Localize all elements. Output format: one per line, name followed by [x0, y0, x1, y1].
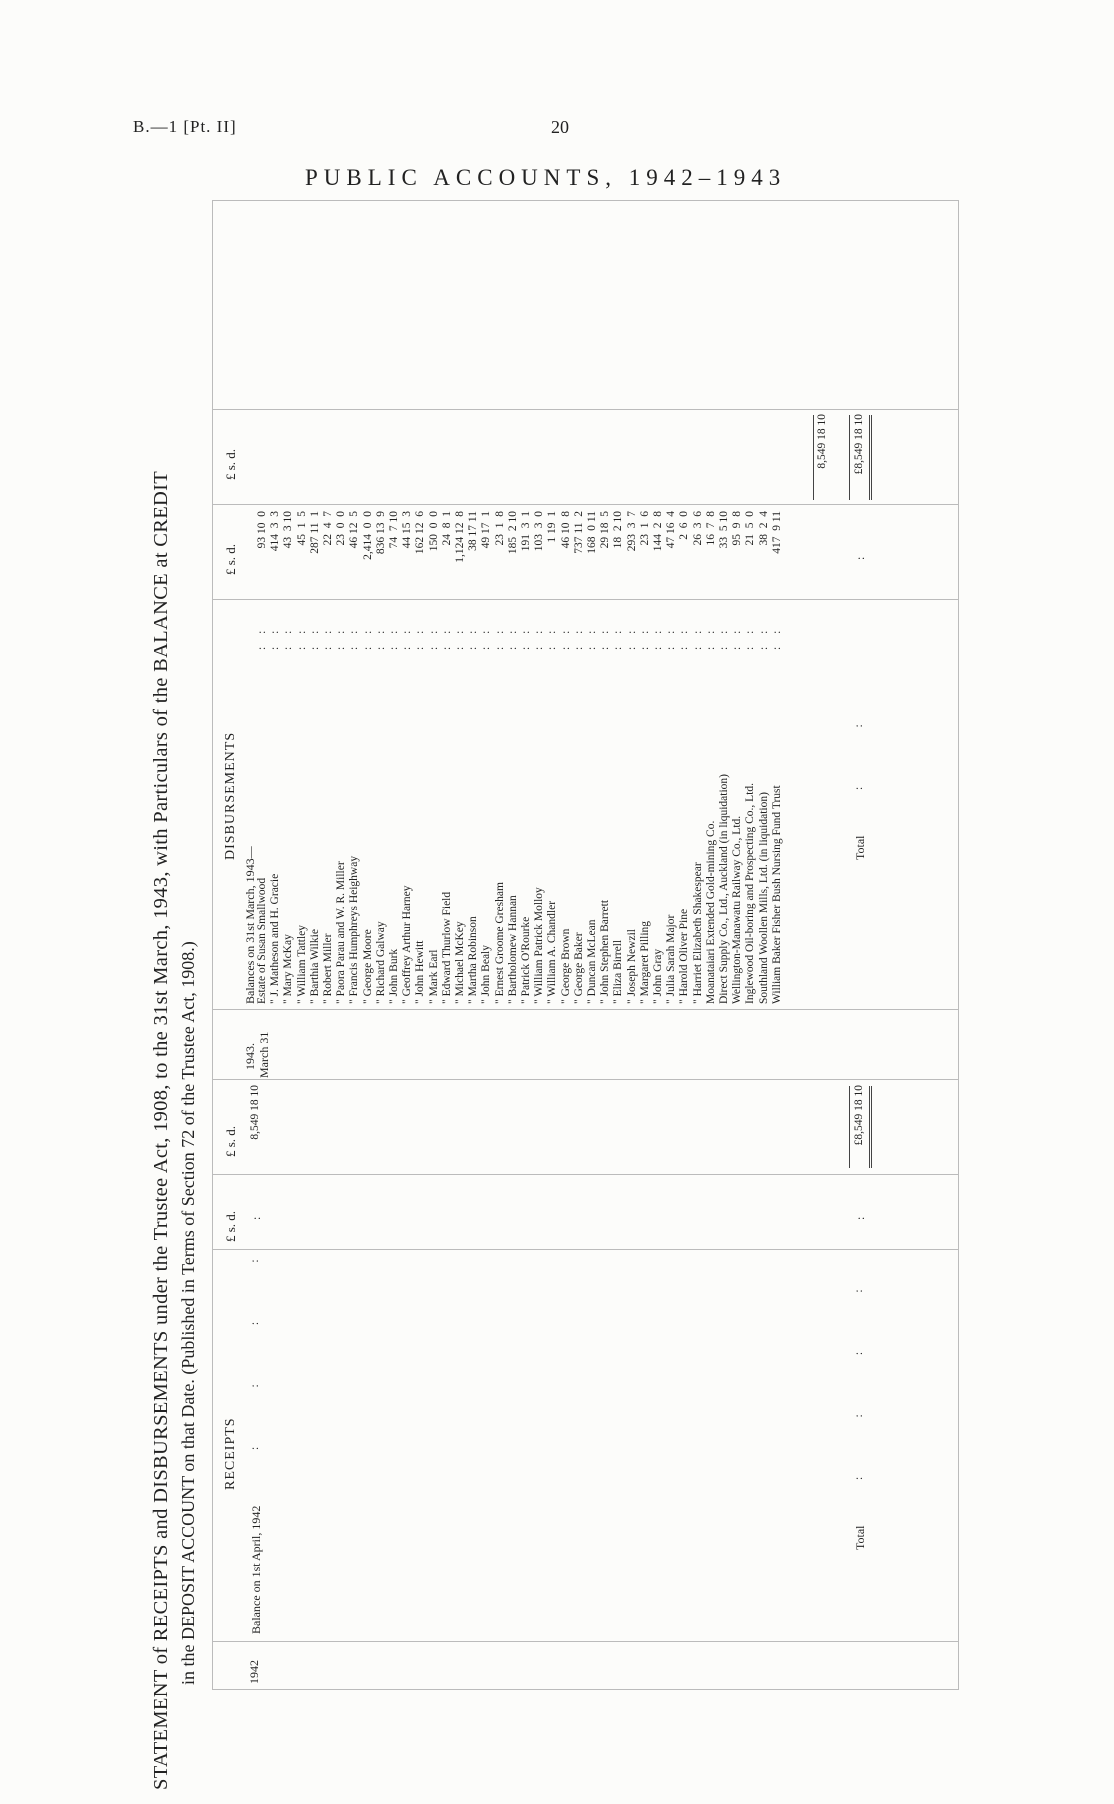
- leader-dots: : :: [427, 625, 440, 650]
- receipts-total-mid: :: [853, 1216, 867, 1220]
- disbursement-item-amount: 1 19 1: [546, 511, 559, 543]
- disbursement-item-label: " Patrick O'Rourke: [520, 916, 532, 1004]
- leader-dots: : :: [322, 625, 334, 650]
- receipts-balance-amount: 8,549 18 10: [249, 1085, 261, 1140]
- disbursement-item-amount: 16 7 8: [704, 511, 717, 546]
- leader-dots: : :: [454, 625, 466, 650]
- leader-dots: : :: [744, 625, 757, 650]
- disbursement-item-label: Wellington-Manawatu Railway Co., Ltd.: [731, 815, 744, 1004]
- disbursement-item-amount: 737 11 2: [572, 511, 585, 554]
- disbursement-item-amount: 23 1 8: [493, 511, 506, 546]
- disbursement-item-amount: 22 4 7: [322, 511, 334, 546]
- disbursement-item-label: " Bartholomew Hannan: [506, 895, 519, 1004]
- disbursement-item-amount: 144 2 8: [652, 511, 664, 552]
- disbursement-item-amount: 38 17 11: [467, 511, 480, 551]
- statement-title-line2: in the DEPOSIT ACCOUNT on that Date. (Published in Terms of Section 72 of the Trustee Act, 1908.): [178, 941, 198, 1685]
- disbursement-item-label: Inglewood Oil-boring and Prospecting Co., Ltd.: [744, 782, 757, 1004]
- leader-dots: : :: [665, 625, 678, 650]
- disbursement-item-label: " Eliza Birrell: [612, 939, 625, 1004]
- leader-dots: : :: [559, 625, 572, 650]
- disbursement-item-label: " John Stephen Barrett: [599, 899, 612, 1004]
- disbursement-item-amount: 168 0 11: [586, 511, 598, 554]
- disbursements-intro: Balances on 31st March, 1943—: [243, 846, 257, 1004]
- leader-dots: : :: [401, 625, 414, 650]
- disbursement-item-amount: 293 3 7: [625, 511, 638, 552]
- disbursement-item-amount: 2 6 0: [678, 511, 691, 540]
- leader-dots: : :: [652, 625, 664, 650]
- disbursement-item-amount: 29 18 5: [599, 511, 612, 549]
- disbursement-item-label: " William Tattley: [295, 924, 308, 1004]
- disbursement-item-label: " William Patrick Molloy: [533, 887, 546, 1004]
- disbursements-heading: DISBURSEMENTS: [223, 731, 238, 860]
- disbursement-item-amount: 191 3 1: [520, 511, 532, 552]
- leader-dots: : :: [520, 625, 532, 650]
- disbursement-item-amount: 74 7 10: [388, 511, 400, 549]
- disbursement-item-amount: 18 2 10: [612, 511, 625, 549]
- disbursement-item-amount: 46 12 5: [348, 511, 361, 549]
- disbursement-item-amount: 45 1 5: [295, 511, 308, 546]
- leader-dots: : :: [533, 625, 546, 650]
- leader-dots: : :: [282, 625, 295, 650]
- running-title: PUBLIC ACCOUNTS, 1942–1943: [305, 165, 787, 190]
- receipts-units-1: £ s. d.: [223, 1210, 238, 1242]
- disbursement-item-amount: 44 15 3: [401, 511, 414, 549]
- disbursement-item-amount: 185 2 10: [506, 511, 519, 555]
- leader-dots: : :: [612, 625, 625, 650]
- leader-dots: : :: [691, 625, 704, 650]
- disbursement-item-label: " Mark Earl: [427, 949, 440, 1004]
- disbursement-item-amount: 414 3 3: [269, 511, 282, 552]
- leader-dots: : :: [572, 625, 585, 650]
- disbursement-item-label: " Duncan McLean: [586, 919, 598, 1004]
- receipts-total-label: Total: [853, 1525, 867, 1550]
- disbursement-item-label: " Harold Oliver Pine: [678, 908, 691, 1004]
- statement-table: 1942 RECEIPTS £ s. d. £ s. d. Balance on 1st April, 1942 : : : : : 8,549 18 10 Total : : : : : £8,549 18 10 1943. March 31 DISBURSEMENTS £ s. d. £ s. d. Balances on 31st March, 1943— Estate of Susan Smallwood : : 93 10 0 " J. Matheson and H. Gracie : : 414 3 3 " Mary McKay : : 43 3 10 " William Tattley : : 45 1 5 " Barthia Wilkie : : 287 11 1 " Robert Miller : : 22 4 7 " Paora Parau and W. R. Miller : : 23 0 0 " Francis Humphreys Heighway : : 46 12 5 " George Moore : : 2,414 0 0 " Richard Galway : : 836 13 9 " John Burk : : 74 7 10 " Geoffrey Arthur Harney : : 44 15 3 " John Hewitt : : 162 12 6 " Mark Earl : : 150 0 0 " Edward Thurlow Field : : 24 8 1 " Michael McKey : : 1,124 12 8 " Martha Robinson : : 38 17 11 " John Bealy : : 49 17 1 " Ernest Groome Gresham : : 23 1 8 " Bartholomew Hannan : : 185 2 10 " Patrick O'Rourke : : 191 3 1 " William Patrick Molloy : : 103 3 0 " William A. Chandler : : 1 19 1 " George Brown : : 46 10 8 " George Baker : : 737 11 2 " Duncan McLean : : 168 0 11 " John Stephen Barrett : : 29 18 5 " Eliza Birrell : : 18 2 10 " Joseph Newzil : : 293 3 7 " Margaret Pilling : : 23 1 6 " John Gray : : 144 2 8 " Julia Sarah Major : : 47 16 4 " Harold Oliver Pine : : 2 6 0 " Harriet Elizabeth Shakespear : : 26 3 6 Moanataiari Extended Gold-mining Co. : : 16 7 8 Direct Supply Co., Ltd., Auckland (in liquidation) : : 33 5 10 Wellington-Manawatu Railway Co., Ltd. : : 95 9 8 Inglewood Oil-boring and Prospecting Co., Ltd. : : 21 5 0 Southland Woollen Mills, Ltd. (in liquidation) : : 38 2 4 William Baker Fisher Bush Nursing Fund Trust : : 417 9 11 8,549 18 10 Total : : : £8,549 18 10: [212, 200, 959, 1690]
- disbursements-date-year: 1943.: [243, 1043, 257, 1070]
- disbursements-total-mid: :: [853, 556, 867, 560]
- disbursement-item-label: Estate of Susan Smallwood: [256, 877, 268, 1004]
- disbursement-item-label: " John Gray: [652, 948, 664, 1004]
- disbursement-rows: [213, 200, 958, 1690]
- disbursement-item-label: " Robert Miller: [322, 933, 334, 1004]
- receipts-balance-mid: :: [249, 1216, 263, 1220]
- disbursement-item-amount: 162 12 6: [414, 511, 427, 555]
- receipts-heading: RECEIPTS: [223, 1417, 238, 1490]
- leader-dots: : :: [348, 625, 361, 650]
- disbursement-item-amount: 24 8 1: [440, 511, 453, 546]
- page-number: 20: [551, 117, 569, 137]
- leader-dots: : :: [480, 625, 493, 650]
- leader-dots: : :: [493, 625, 506, 650]
- disbursement-item-label: " Barthia Wilkie: [308, 929, 321, 1004]
- disbursement-item-label: " George Brown: [559, 928, 572, 1004]
- disbursement-item-amount: 23 1 6: [638, 511, 651, 546]
- disbursement-item-amount: 46 10 8: [559, 511, 572, 549]
- disbursement-item-label: " Ernest Groome Gresham: [493, 882, 506, 1004]
- receipts-balance-label: Balance on 1st April, 1942: [249, 1505, 263, 1634]
- leader-dots: : :: [599, 625, 612, 650]
- disbursement-item-amount: 23 0 0: [335, 511, 348, 546]
- leader-dots: : :: [467, 625, 480, 650]
- disbursement-item-label: " George Moore: [361, 929, 374, 1004]
- disbursement-item-label: " J. Matheson and H. Gracie: [269, 873, 282, 1004]
- disbursement-item-label: " Joseph Newzil: [625, 929, 638, 1004]
- leader-dots: : :: [718, 625, 730, 650]
- receipts-units-2: £ s. d.: [223, 1125, 238, 1157]
- disbursement-item-label: Southland Woollen Mills, Ltd. (in liquidation): [757, 792, 770, 1004]
- disbursement-item-amount: 21 5 0: [744, 511, 757, 546]
- leader-dots: : :: [335, 625, 348, 650]
- leader-dots: : :: [625, 625, 638, 650]
- disbursements-units-2: £ s. d.: [223, 448, 238, 480]
- disbursement-item-label: " Paora Parau and W. R. Miller: [335, 861, 348, 1004]
- disbursement-item-label: William Baker Fisher Bush Nursing Fund Trust: [770, 785, 783, 1004]
- leader-dots: : :: [770, 625, 783, 650]
- leader-dots: : :: [440, 625, 453, 650]
- disbursement-item-label: " Richard Galway: [374, 921, 387, 1004]
- leader-dots: : :: [361, 625, 374, 650]
- disbursement-item-amount: 26 3 6: [691, 511, 704, 546]
- page-reference: B.—1 [Pt. II]: [133, 117, 237, 136]
- disbursement-item-label: " Mary McKay: [282, 934, 295, 1004]
- disbursement-item-amount: 93 10 0: [256, 511, 268, 549]
- receipts-total-amount: £8,549 18 10: [853, 1085, 865, 1146]
- leader-dots: : :: [388, 625, 400, 650]
- disbursements-total-amount: £8,549 18 10: [853, 414, 865, 475]
- disbursement-item-amount: 2,414 0 0: [361, 511, 374, 560]
- leader-dots: : :: [757, 625, 770, 650]
- disbursement-item-label: " John Bealy: [480, 945, 493, 1004]
- disbursement-item-label: " George Baker: [572, 932, 585, 1004]
- disbursements-total-label: Total: [853, 835, 867, 860]
- disbursement-item-amount: 150 0 0: [427, 511, 440, 552]
- disbursements-date-day: March 31: [257, 1031, 271, 1078]
- statement-title-line1: STATEMENT of RECEIPTS and DISBURSEMENTS under the Trustee Act, 1908, to the 31st March, 1943, with Particulars of the BALANCE at CREDIT: [150, 470, 172, 1790]
- disbursement-item-amount: 95 9 8: [731, 511, 744, 546]
- leader-dots: : :: [256, 625, 268, 650]
- leader-dots: : :: [704, 625, 717, 650]
- leader-dots: : :: [374, 625, 387, 650]
- receipts-year: 1942: [247, 1660, 261, 1684]
- leader-dots: : :: [295, 625, 308, 650]
- disbursement-item-label: " Julia Sarah Major: [665, 914, 678, 1004]
- disbursement-item-label: " Margaret Pilling: [638, 920, 651, 1004]
- disbursement-item-label: " William A. Chandler: [546, 900, 559, 1004]
- disbursement-item-amount: 38 2 4: [757, 511, 770, 546]
- disbursement-item-amount: 836 13 9: [374, 511, 387, 555]
- leader-dots: : :: [731, 625, 744, 650]
- disbursements-subtotal: 8,549 18 10: [816, 414, 828, 469]
- leader-dots: : :: [308, 625, 321, 650]
- disbursement-item-label: " John Burk: [388, 948, 400, 1004]
- disbursement-item-amount: 47 16 4: [665, 511, 678, 549]
- disbursement-item-label: " Harriet Elizabeth Shakespear: [691, 862, 704, 1004]
- disbursement-item-label: Direct Supply Co., Ltd., Auckland (in liquidation): [718, 774, 730, 1004]
- disbursement-item-amount: 1,124 12 8: [454, 511, 466, 563]
- leader-dots: : :: [678, 625, 691, 650]
- leader-dots: : :: [269, 625, 282, 650]
- disbursement-item-amount: 417 9 11: [770, 511, 783, 554]
- leader-dots: : :: [586, 625, 598, 650]
- disbursement-item-amount: 33 5 10: [718, 511, 730, 549]
- disbursement-item-label: " Francis Humphreys Heighway: [348, 855, 361, 1004]
- disbursement-item-amount: 49 17 1: [480, 511, 493, 549]
- disbursements-units-1: £ s. d.: [223, 543, 238, 575]
- disbursement-item-label: " Geoffrey Arthur Harney: [401, 885, 414, 1004]
- disbursement-item-label: Moanataiari Extended Gold-mining Co.: [704, 820, 717, 1004]
- disbursement-item-amount: 287 11 1: [308, 511, 321, 554]
- disbursement-item-label: " John Hewitt: [414, 940, 427, 1004]
- rotated-statement: [150, 140, 960, 1790]
- disbursement-item-label: " Martha Robinson: [467, 916, 480, 1004]
- leader-dots: : :: [506, 625, 519, 650]
- leader-dots: : :: [638, 625, 651, 650]
- disbursement-item-amount: 103 3 0: [533, 511, 546, 552]
- leader-dots: : :: [414, 625, 427, 650]
- disbursement-item-amount: 43 3 10: [282, 511, 295, 549]
- leader-dots: : :: [546, 625, 559, 650]
- disbursement-item-label: " Michael McKey: [454, 921, 466, 1004]
- disbursement-item-label: " Edward Thurlow Field: [440, 891, 453, 1004]
